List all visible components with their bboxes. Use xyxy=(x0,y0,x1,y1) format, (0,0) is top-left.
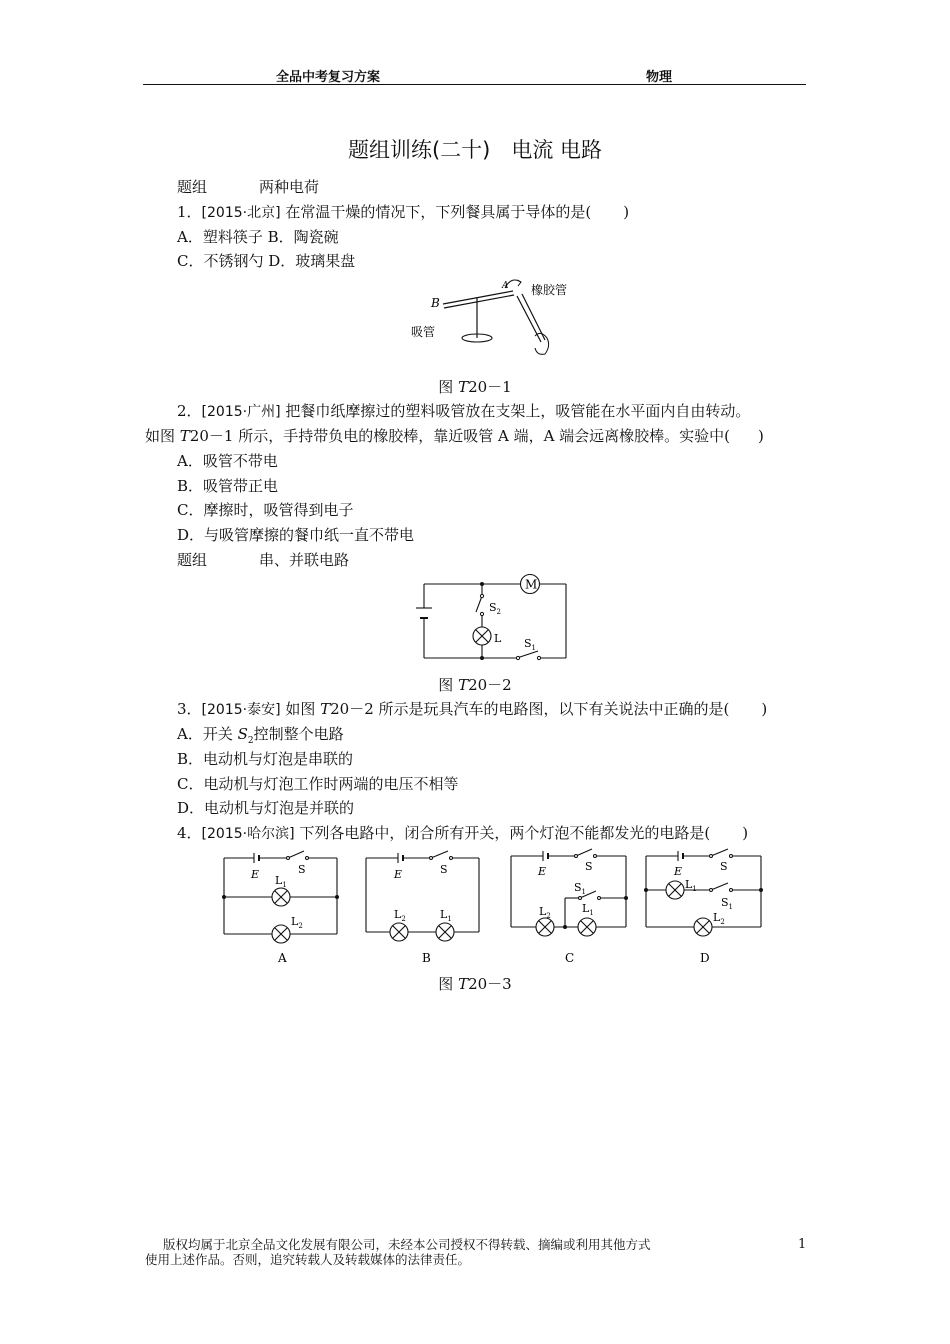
figure2-caption: 图 T20－2 xyxy=(438,676,512,694)
q3-number: 3． xyxy=(177,700,202,718)
q4-source: [2015·哈尔滨] xyxy=(201,826,295,842)
q2-stem-2: 如图 T20－1 所示，手持带负电的橡胶棒，靠近吸管 A 端，A 端会远离橡胶棒。实验中( ) xyxy=(145,427,764,445)
q2-stem xyxy=(177,401,750,422)
group2-label: 题组 xyxy=(177,551,208,569)
svg-text:S: S xyxy=(585,860,593,873)
q1-text: 在常温干燥的情况下，下列餐具属于导体的是( xyxy=(280,203,592,221)
figure-four-circuits xyxy=(218,848,768,970)
q2-number: 2． xyxy=(177,402,202,420)
page-number: 1 xyxy=(798,1237,807,1252)
circuit-letter-c: C xyxy=(565,951,575,965)
label-d-l1: $L_1$ xyxy=(685,878,697,893)
label-b-l2: $L_2$ xyxy=(394,908,406,923)
q3-option-c: C．电动机与灯泡工作时两端的电压不相等 xyxy=(177,775,459,793)
q2-source: [2015·广州] xyxy=(201,404,281,420)
figure-toy-car-circuit xyxy=(412,572,572,664)
label-a: A xyxy=(502,281,509,291)
header-left: 全品中考复习方案 xyxy=(276,70,381,85)
svg-text:S: S xyxy=(440,863,448,876)
q2-text-1: 把餐巾纸摩擦过的塑料吸管放在支架上，吸管能在水平面内自由转动。 xyxy=(280,402,751,420)
q1-source: [2015·北京] xyxy=(201,205,281,221)
q1-option-ab: A．塑料筷子 B．陶瓷碗 xyxy=(177,228,339,246)
group1-heading xyxy=(177,177,319,197)
figure1-caption: 图 T20－1 xyxy=(438,378,512,396)
label-c-l2: $L_2$ xyxy=(539,905,551,920)
svg-text:S: S xyxy=(720,860,728,873)
label-a-l2: $L_2$ xyxy=(291,915,303,930)
q2-option-c: C．摩擦时，吸管得到电子 xyxy=(177,501,354,519)
figure3-caption: 图 T20－3 xyxy=(438,975,512,993)
q2-paren: ) xyxy=(758,427,764,445)
q3-stem: 3．[2015·泰安] 如图 T20－2 所示是玩具汽车的电路图，以下有关说法中正确的是( ) xyxy=(177,700,768,718)
group2-name: 串、并联电路 xyxy=(259,551,350,569)
q1-number: 1． xyxy=(177,203,202,221)
label-straw: 吸管 xyxy=(411,325,436,339)
svg-text:E: E xyxy=(251,868,260,881)
label-c-s1: $S_1$ xyxy=(574,881,587,896)
q4-stem xyxy=(177,823,748,844)
q3-source: [2015·泰安] xyxy=(201,702,281,718)
label-c-l1: $L_1$ xyxy=(582,902,594,917)
svg-text:E: E xyxy=(538,865,547,878)
header-right: 物理 xyxy=(646,70,673,85)
q3-option-a: A．开关 $S_2$控制整个电路 xyxy=(177,725,344,746)
label-b: B xyxy=(431,296,440,310)
circuit-letter-b: B xyxy=(422,951,431,965)
q2-option-b: B．吸管带正电 xyxy=(177,477,279,495)
q2-option-d: D．与吸管摩擦的餐巾纸一直不带电 xyxy=(177,526,415,544)
svg-text:E: E xyxy=(674,865,683,878)
footer-line-2: 使用上述作品。否则，追究转载人及转载媒体的法律责任。 xyxy=(145,1252,471,1267)
switch-s1-label: $S_1$ xyxy=(524,637,537,652)
circuit-letter-d: D xyxy=(700,951,710,965)
figure-straw-rod xyxy=(405,270,585,370)
q4-paren: ) xyxy=(742,824,749,842)
label-d-l2: $L_2$ xyxy=(713,911,725,926)
footer-line-1: 版权均属于北京全品文化发展有限公司，未经本公司授权不得转载、摘编或利用其他方式 xyxy=(163,1237,651,1252)
q2-option-a: A．吸管不带电 xyxy=(177,452,278,470)
q1-option-cd: C．不锈钢勺 D．玻璃果盘 xyxy=(177,252,356,270)
q3-paren: ) xyxy=(761,700,768,718)
label-b-l1: $L_1$ xyxy=(440,908,452,923)
group1-name: 两种电荷 xyxy=(259,178,320,196)
group1-label: 题组 xyxy=(177,178,208,196)
q4-text: 下列各电路中，闭合所有开关，两个灯泡不能都发光的电路是( xyxy=(294,824,711,842)
label-d-s1: $S_1$ xyxy=(721,896,734,911)
q1-paren: ) xyxy=(623,203,630,221)
switch-s2-label: $S_2$ xyxy=(489,601,502,616)
q4-number: 4． xyxy=(177,824,202,842)
group2-heading xyxy=(177,550,349,570)
svg-text:S: S xyxy=(298,863,306,876)
page-title: 题组训练(二十) 电流 电路 xyxy=(347,138,603,162)
motor-label: M xyxy=(525,577,538,592)
q3-option-b: B．电动机与灯泡是串联的 xyxy=(177,750,354,768)
label-rubber-rod: 橡胶管 xyxy=(531,283,568,297)
q3-option-d: D．电动机与灯泡是并联的 xyxy=(177,799,355,817)
label-a-l1: $L_1$ xyxy=(275,874,287,889)
q1-stem xyxy=(177,202,629,223)
svg-text:E: E xyxy=(394,868,403,881)
circuit-letter-a: A xyxy=(278,951,287,965)
header-rule xyxy=(143,84,806,85)
lamp-label: L xyxy=(494,632,502,645)
